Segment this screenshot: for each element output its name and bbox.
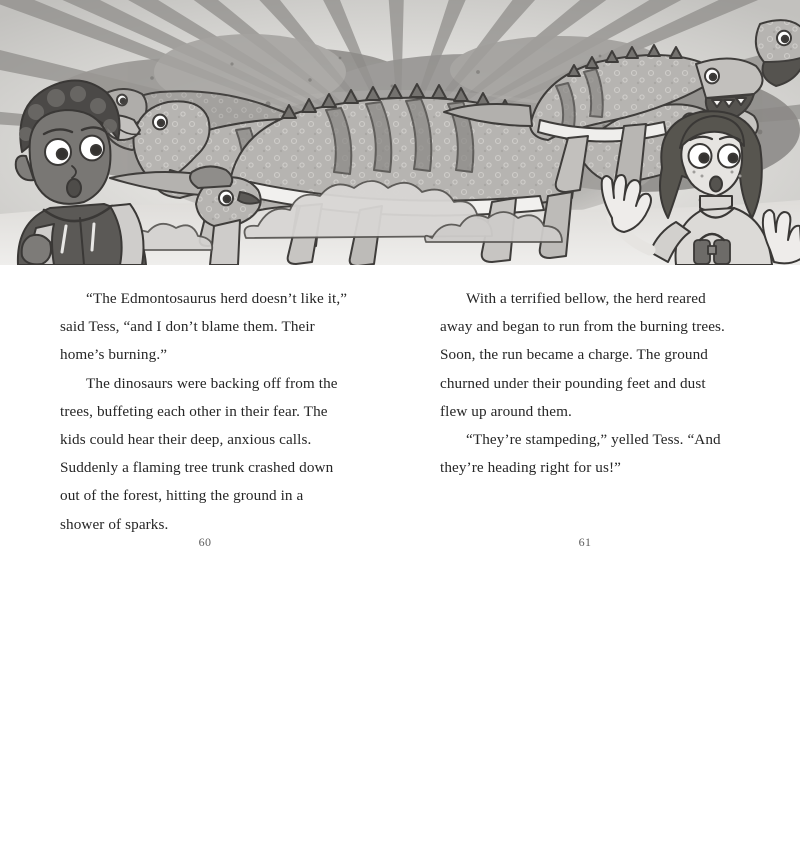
paragraph: “The Edmontosaurus herd doesn’t like it,” said Tess, “and I don’t blame them. Their home’s burning.”	[60, 290, 348, 364]
page-number-left: 60	[198, 535, 212, 549]
text-body	[0, 265, 800, 593]
scene-illustration	[0, 0, 800, 265]
paragraph: “They’re stampeding,” yelled Tess. “And they’re heading right for us!”	[440, 431, 721, 477]
paragraph: With a terrified bellow, the herd reared away and began to run from the burning trees. Soon, the run became a charge. The ground churned under their pounding feet and dust flew up around them.	[440, 290, 725, 420]
right-page-column	[440, 285, 730, 482]
page-number-right: 61	[578, 535, 592, 549]
illustration-canvas	[0, 0, 800, 265]
gutter-seam	[399, 530, 400, 858]
paragraph: The dinosaurs were backing off from the trees, buffeting each other in their fear. The kids could hear their deep, anxious calls. Suddenly a flaming tree trunk crashed down out of the forest, hitting the ground in a shower of sparks.	[60, 374, 338, 533]
left-page-column	[60, 285, 350, 539]
